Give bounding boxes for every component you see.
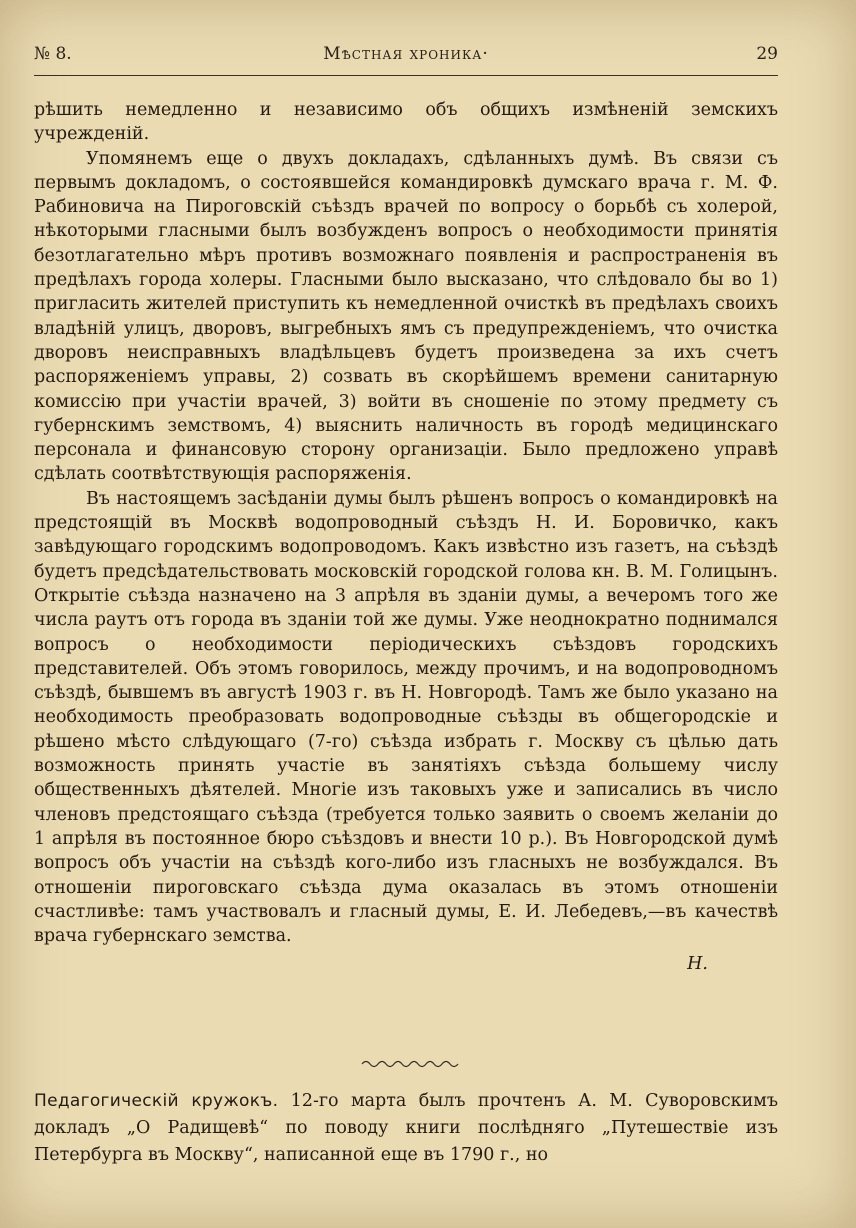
author-signature: Н. <box>687 954 708 975</box>
section-heading: Педагогическій кружокъ. <box>34 1091 279 1111</box>
issue-number: № 8. <box>34 44 72 64</box>
section-pedagogical-circle <box>34 1088 778 1169</box>
section-text: 12-го марта былъ прочтенъ А. М. Суворовскимъ докладъ „О Радищевѣ“ по поводу книги послѣдняго „Путешествіе изъ Петербурга въ Москву“, написанной еще въ 1790 г., но <box>34 1091 778 1165</box>
paragraph-2: Упомянемъ еще о двухъ докладахъ, сдѣланныхъ думѣ. Въ связи съ первымъ докладомъ, о состоявшейся командировкѣ думскаго врача г. М. Ф. Рабиновича на Пироговскій съѣздъ врачей по вопросу о борьбѣ съ холерой, нѣкоторыми гласными былъ возбужденъ вопросъ о необходимости принятія безотлагательно мѣръ противъ возможнаго появленія и распространенія въ предѣлахъ города холеры. Гласными было высказано, что слѣдовало бы во 1) пригласить жителей приступить къ немедленной очисткѣ въ предѣлахъ своихъ владѣній улицъ, дворовъ, выгребныхъ ямъ съ предупрежденіемъ, что очистка дворовъ неисправныхъ владѣльцевъ будетъ произведена за ихъ счетъ распоряженіемъ управы, 2) созвать въ скорѣйшемъ времени санитарную комиссію при участіи врачей, 3) войти въ сношеніе по этому предмету съ губернскимъ земствомъ, 4) выяснить наличность въ городѣ медицинскаго персонала и финансовую сторону организаціи. Было предложено управѣ сдѣлать соотвѣтствующія распоряженія. <box>34 148 778 485</box>
article-body <box>34 98 778 977</box>
page-header <box>34 44 778 74</box>
paragraph-3: Въ настоящемъ засѣданіи думы былъ рѣшенъ вопросъ о командировкѣ на предстоящій въ Москвѣ водопроводный съѣздъ Н. И. Боровичко, какъ завѣдующаго городскимъ водопроводомъ. Какъ извѣстно изъ газетъ, на съѣздѣ будетъ предсѣдательствовать московскій городской голова кн. В. М. Голицынъ. Открытіе съѣзда назначено на 3 апрѣля въ зданіи думы, а вечеромъ того же числа раутъ отъ города въ зданіи той же думы. Уже неоднократно поднимался вопросъ о необходимости періодическихъ съѣздовъ городскихъ представителей. Объ этомъ говорилось, между прочимъ, и на водопроводномъ съѣздѣ, бывшемъ въ августѣ 1903 г. въ Н. Новгородѣ. Тамъ же было указано на необходимость преобразовать водопроводные съѣзды въ общегородскіе и рѣшено мѣсто слѣдующаго (7-го) съѣзда избрать г. Москву съ цѣлью дать возможность принять участіе въ занятіяхъ съѣзда большему числу общественныхъ дѣятелей. Многіе изъ таковыхъ уже и записались въ число членовъ предстоящаго съѣзда (требуется только заявить о своемъ желаніи до 1 апрѣля въ постоянное бюро съѣздовъ и внести 10 р.). Въ Новгородской думѣ вопросъ объ участіи на съѣздѣ кого-либо изъ гласныхъ не возбуждался. Въ отношеніи пироговскаго съѣзда дума оказалась въ этомъ отношеніи счастливѣе: тамъ участвовалъ и гласный думы, Е. И. Лебедевъ,—въ качествѣ врача губернскаго земства. <box>34 488 778 947</box>
page-number: 29 <box>756 44 778 64</box>
header-rule <box>34 75 778 76</box>
paragraph-1: рѣшить немедленно и независимо объ общихъ измѣненій земскихъ учрежденій. <box>34 100 778 145</box>
divider-ornament-icon <box>360 1058 460 1070</box>
running-title: Мѣстная хроника· <box>323 44 489 64</box>
